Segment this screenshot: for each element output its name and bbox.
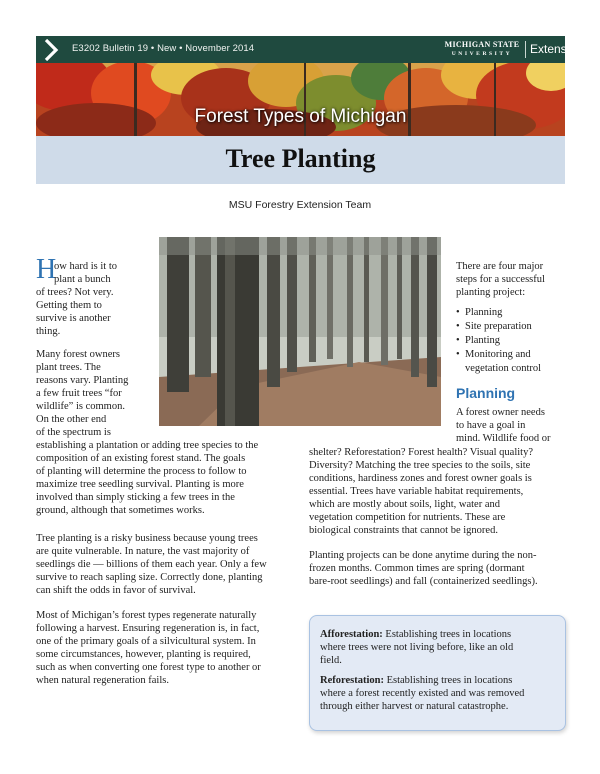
- body-line: planting project:: [456, 287, 526, 298]
- body-line: steps for a successful: [456, 274, 545, 285]
- body-line: There are four major: [456, 261, 544, 272]
- body-line: wildlife” is common.: [36, 401, 125, 412]
- term-afforestation: Afforestation:: [320, 629, 383, 640]
- body-line: Tree planting is a risky business because young trees: [36, 533, 258, 544]
- body-line: Diversity? Matching the tree species to the soils, site: [309, 460, 531, 471]
- body-line: following a harvest. Ensuring regeneration is, in fact,: [36, 623, 260, 634]
- list-item: • Monitoring and: [456, 348, 532, 362]
- body-line: Planting projects can be done anytime during the non-: [309, 550, 537, 561]
- body-line: a few fruit trees “for: [36, 388, 122, 399]
- body-line: to have a goal in: [456, 420, 526, 431]
- body-line: A forest owner needs: [456, 407, 545, 418]
- body-line: frozen months. Common times are spring (dormant: [309, 563, 525, 574]
- extension-label: Extension: [530, 42, 583, 56]
- body-line: involved than simply sticking a few trees in the: [36, 492, 235, 503]
- list-item: • Site preparation: [456, 320, 532, 334]
- body-line: conditions, hardiness zones and forest owner goals is: [309, 473, 532, 484]
- drop-cap: H: [36, 254, 57, 285]
- body-line: shelter? Reforestation? Forest health? Visual quality?: [309, 447, 533, 458]
- body-line: establishing a plantation or adding tree species to the: [36, 440, 259, 451]
- header-bar: [36, 36, 583, 63]
- body-line: some circumstances, however, planting is required,: [36, 649, 251, 660]
- author-line: MSU Forestry Extension Team: [228, 199, 372, 211]
- logo-divider: [525, 41, 526, 58]
- definition-text: field.: [320, 655, 342, 666]
- body-line: seedlings die — billions of them each year. Only a few: [36, 559, 267, 570]
- term-reforestation: Reforestation:: [320, 675, 384, 686]
- body-line: plant trees. The: [36, 362, 101, 373]
- definitions-box: [309, 615, 566, 731]
- intro-line: ow hard is it to: [54, 261, 117, 272]
- intro-line: plant a bunch: [54, 274, 111, 285]
- page-title: Tree Planting: [225, 144, 376, 173]
- body-line: such as when converting one forest type to another or: [36, 662, 261, 673]
- msu-logo: [441, 40, 523, 57]
- planting-steps-list: [456, 306, 532, 362]
- body-line: composition of an existing forest stand. The goals: [36, 453, 246, 464]
- body-line: ground, although that sometimes works.: [36, 505, 205, 516]
- body-line: vegetation competition for nutrients. These are: [309, 512, 506, 523]
- definition-text: Establishing trees in locations: [382, 629, 512, 640]
- definition-text: where a forest recently existed and was removed: [320, 688, 525, 699]
- bulletin-info: E3202 Bulletin 19 • New • November 2014: [72, 43, 255, 54]
- body-line: essential. Trees have variable habitat requirements,: [309, 486, 524, 497]
- intro-line: of trees? Not very.: [36, 287, 114, 298]
- autumn-forest-banner: [36, 63, 565, 136]
- definition-text: through either harvest or natural catastrophe.: [320, 701, 509, 712]
- body-line: reasons vary. Planting: [36, 375, 129, 386]
- title-band: [36, 136, 565, 184]
- body-line: can shift the odds in favor of survival.: [36, 585, 196, 596]
- msu-logo-line1: MICHIGAN STATE: [444, 40, 520, 49]
- body-line: biological constraints that cannot be ignored.: [309, 525, 498, 536]
- chevron-right-icon: [44, 39, 62, 61]
- list-item: • Planting: [456, 334, 532, 348]
- pine-forest-photo: [159, 237, 441, 426]
- body-line: of the spectrum is: [36, 427, 111, 438]
- body-line: mind. Wildlife food or: [456, 433, 551, 444]
- series-title: Forest Types of Michigan: [194, 106, 407, 127]
- msu-logo-line2: UNIVERSITY: [451, 51, 513, 57]
- body-line: when natural regeneration fails.: [36, 675, 169, 686]
- definition-reforestation-line: [320, 674, 558, 687]
- body-line: which are mostly about soils, light, water and: [309, 499, 501, 510]
- intro-line: survive is another: [36, 313, 111, 324]
- list-item-continuation: vegetation control: [465, 363, 542, 374]
- definition-afforestation-line: [320, 628, 558, 641]
- body-line: On the other end: [36, 414, 107, 425]
- body-line: are quite vulnerable. In nature, the vast majority of: [36, 546, 250, 557]
- body-line: maximize tree seedling survival. Planting is more: [36, 479, 244, 490]
- list-item: • Planning: [456, 306, 532, 320]
- body-line: bare-root seedlings) and fall (containerized seedlings).: [309, 576, 538, 587]
- body-line: of planting will determine the process to follow to: [36, 466, 247, 477]
- definition-text: Establishing trees in locations: [383, 675, 513, 686]
- definition-text: where trees were not living before, like an old: [320, 642, 514, 653]
- section-heading-planning: Planning: [456, 385, 516, 401]
- body-line: survive to reach sapling size. Correctly done, planting: [36, 572, 263, 583]
- intro-line: Getting them to: [36, 300, 102, 311]
- intro-line: thing.: [36, 326, 61, 337]
- body-line: Many forest owners: [36, 349, 120, 360]
- body-line: one of the primary goals of a silvicultural system. In: [36, 636, 256, 647]
- body-line: Most of Michigan’s forest types regenerate naturally: [36, 610, 257, 621]
